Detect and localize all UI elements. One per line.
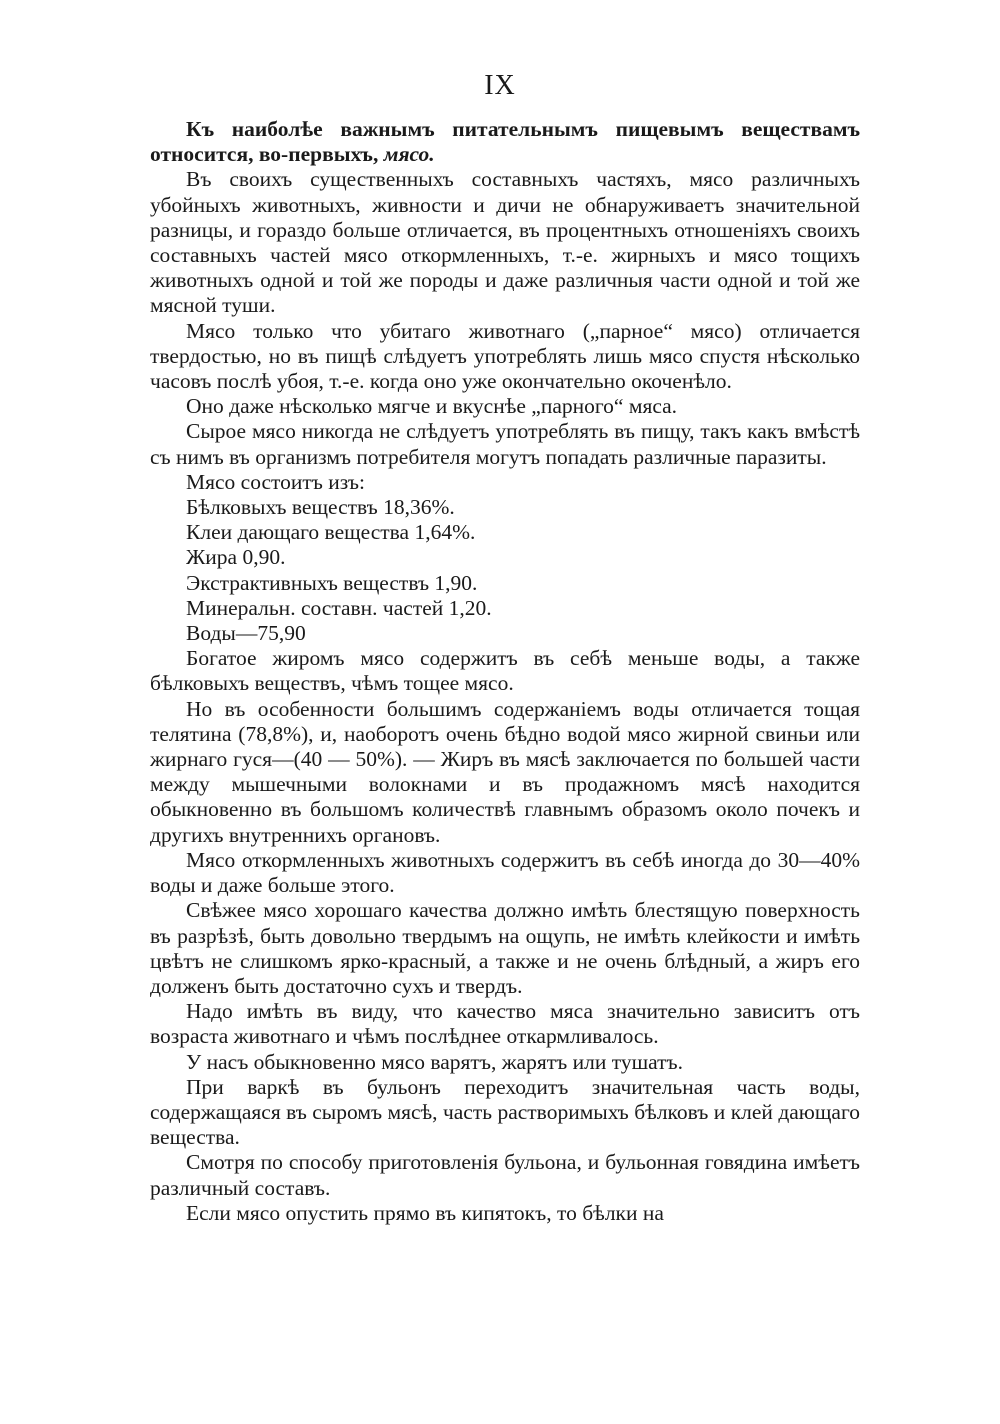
paragraph-1-text: Къ наиболѣе важнымъ питательнымъ пищевымъ веществамъ относится, во-первыхъ, [150, 117, 860, 167]
paragraph-6: Богатое жиромъ мясо содержитъ въ себѣ меньше воды, а также бѣлковыхъ веществъ, чѣмъ тощее мясо. [150, 646, 860, 696]
paragraph-14: Если мясо опустить прямо въ кипятокъ, то бѣлки на [186, 1200, 664, 1225]
paragraph-11: У насъ обыкновенно мясо варятъ, жарятъ или тушатъ. [186, 1049, 684, 1074]
composition-intro: Мясо состоитъ изъ: [186, 469, 366, 494]
composition-item: Жира 0,90. [186, 545, 286, 570]
paragraph-1 [150, 117, 860, 167]
paragraph-12: При варкѣ въ бульонъ переходитъ значительная часть воды, содержащаяся въ сыромъ мясѣ, часть растворимыхъ бѣлковъ и клей дающаго вещества. [150, 1074, 860, 1150]
composition-item: Экстрактивныхъ веществъ 1,90. [186, 570, 478, 595]
paragraph-4: Оно даже нѣсколько мягче и вкуснѣе „парного“ мяса. [186, 394, 678, 419]
composition-list [150, 470, 860, 646]
paragraph-8: Мясо откормленныхъ животныхъ содержитъ въ себѣ иногда до 30—40% воды и даже больше этого. [150, 847, 860, 898]
paragraph-10: Надо имѣть въ виду, что качество мяса значительно зависитъ отъ возраста животнаго и чѣмъ послѣднее откармливалось. [150, 999, 860, 1049]
composition-item: Воды—75,90 [186, 621, 306, 646]
paragraph-2: Въ своихъ существенныхъ составныхъ частяхъ, мясо различныхъ убойныхъ животныхъ, живности и дичи не обнаруживаетъ значительной разницы, и гораздо больше отличается, въ процентныхъ отношеніяхъ своихъ составныхъ частей мясо откормленныхъ, т.-е. жирныхъ и мясо тощихъ животныхъ одной и той же породы и даже различныя части одной и той же мясной туши. [150, 167, 860, 318]
paragraph-5: Сырое мясо никогда не слѣдуетъ употреблять въ пищу, такъ какъ вмѣстѣ съ нимъ въ организмъ потребителя могутъ попадать различные паразиты. [150, 419, 860, 469]
body-text [150, 117, 860, 1226]
paragraph-9: Свѣжее мясо хорошаго качества должно имѣть блестящую поверхность въ разрѣзѣ, быть довольно твердымъ на ощупь, не имѣть клейкости и имѣть цвѣтъ не слишкомъ ярко-красный, а также и не очень блѣдный, а жиръ его долженъ быть достаточно сухъ и твердъ. [150, 898, 860, 998]
page-number: IX [484, 70, 516, 101]
paragraph-7: Но въ особенности большимъ содержаніемъ воды отличается тощая телятина (78,8%), и, наоборотъ очень бѣдно водой мясо жирной свиньи или жирнаго гуся—(40 — 50%). — Жиръ въ мясѣ заключается по большей части между мышечными волокнами и въ продажномъ мясѣ находится обыкновенно въ большомъ количествѣ главнымъ образомъ около почекъ и другихъ внутреннихъ органовъ. [150, 696, 860, 847]
paragraph-13: Смотря по способу приготовленія бульона, и бульонная говядина имѣетъ различный составъ. [150, 1150, 860, 1200]
paragraph-3: Мясо только что убитаго животнаго („парное“ мясо) отличается твердостью, но въ пищѣ слѣдуетъ употреблять лишь мясо спустя нѣсколько часовъ послѣ убоя, т.-е. когда оно уже окончательно окоченѣло. [150, 318, 860, 394]
composition-item: Минеральн. составн. частей 1,20. [186, 595, 492, 620]
meat-term: мясо. [383, 142, 435, 167]
composition-item: Клеи дающаго вещества 1,64%. [186, 520, 476, 545]
composition-item: Бѣлковыхъ веществъ 18,36%. [186, 495, 455, 520]
